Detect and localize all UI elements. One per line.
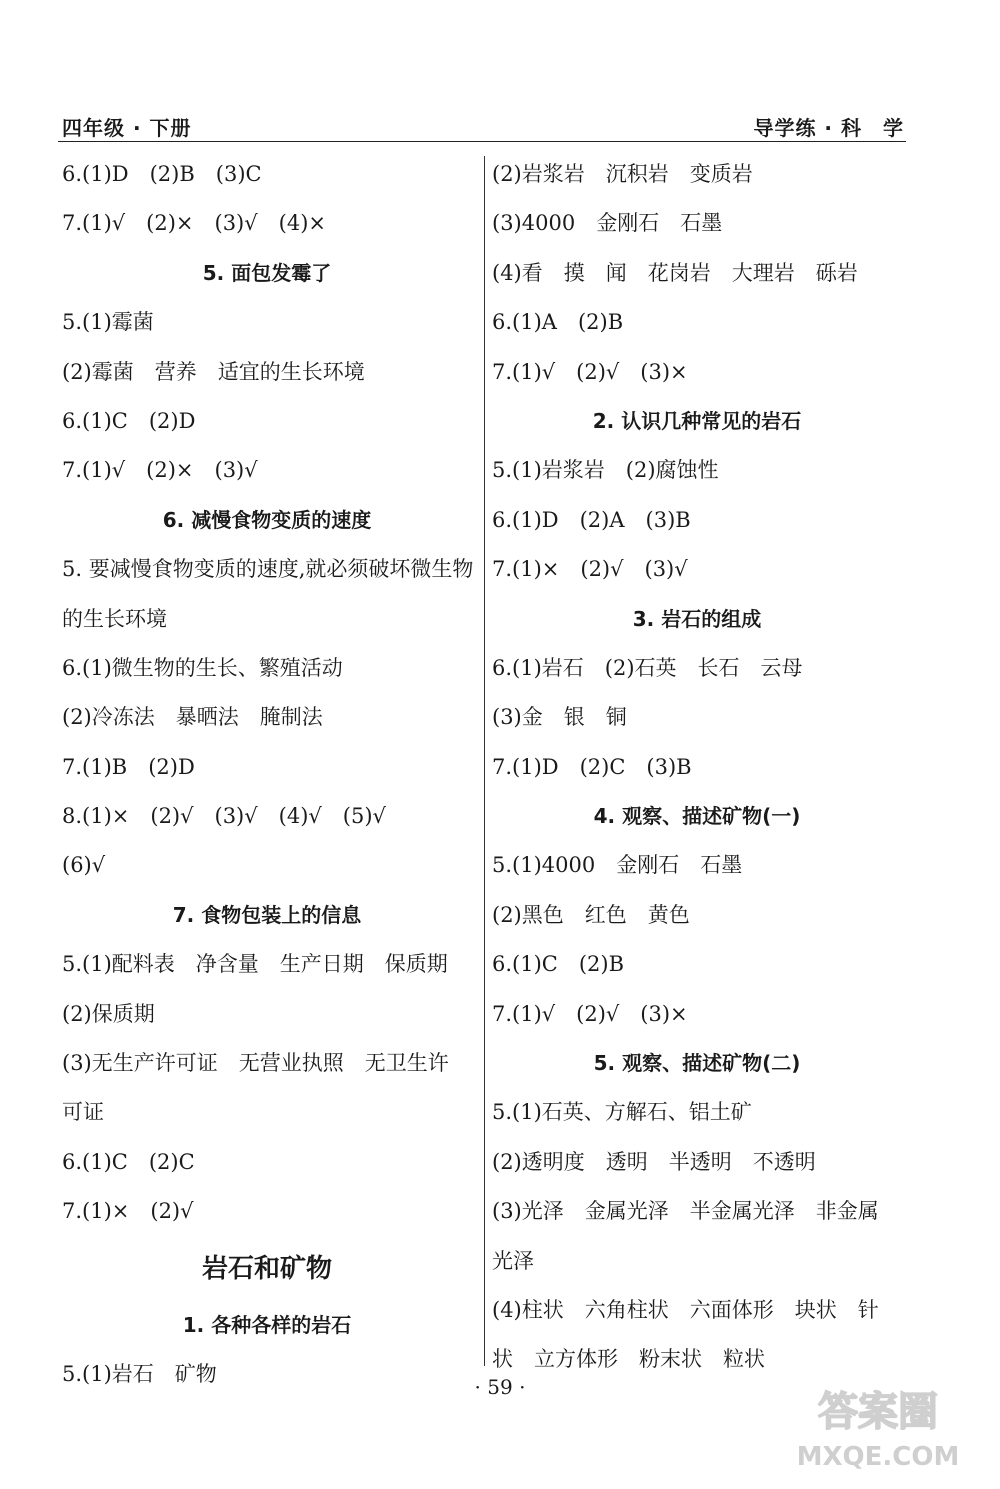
left-column — [62, 150, 472, 1399]
answer-line: 6.(1)D (2)A (3)B — [492, 507, 691, 532]
section-heading: 岩石和矿物 — [201, 1253, 332, 1284]
answer-line: 7.(1)× (2)√ (3)√ — [492, 557, 688, 582]
answer-line: 5.(1)岩浆岩 (2)腐蚀性 — [492, 458, 719, 483]
answer-line: 7.(1)× (2)√ — [62, 1199, 194, 1224]
answer-line: 可证 — [62, 1100, 104, 1125]
answer-line: 5.(1)4000 金刚石 石墨 — [492, 853, 743, 878]
section-heading: 7. 食物包装上的信息 — [172, 902, 362, 927]
section-heading: 1. 各种各样的岩石 — [182, 1312, 352, 1337]
answer-line: (2)黑色 红色 黄色 — [492, 902, 690, 927]
answer-line: (2)保质期 — [62, 1001, 155, 1026]
answer-line: 7.(1)B (2)D — [62, 754, 195, 779]
answer-line: 状 立方体形 粉末状 粒状 — [492, 1347, 765, 1372]
answer-line: (2)岩浆岩 沉积岩 变质岩 — [492, 162, 753, 186]
answer-line: 5.(1)霉菌 — [62, 310, 154, 335]
answer-line: (6)√ — [62, 853, 106, 878]
header-series: 导学练 · 科 学 — [753, 116, 904, 140]
watermark-logo — [778, 1377, 978, 1477]
answer-line: 5.(1)石英、方解石、铝土矿 — [492, 1100, 752, 1125]
watermark-logo-text: 答案圈 — [818, 1389, 938, 1435]
answer-line: 5. 要减慢食物变质的速度,就必须破坏微生物 — [62, 557, 474, 582]
answer-line: (3)无生产许可证 无营业执照 无卫生许 — [62, 1051, 449, 1076]
answer-line: (4)柱状 六角柱状 六面体形 块状 针 — [492, 1297, 879, 1322]
answer-line: (3)4000 金刚石 石墨 — [492, 211, 723, 236]
answer-line: (2)透明度 透明 半透明 不透明 — [492, 1149, 816, 1174]
answer-line: 7.(1)√ (2)× (3)√ — [62, 458, 258, 483]
section-heading: 6. 减慢食物变质的速度 — [162, 507, 372, 532]
answer-line: 8.(1)× (2)√ (3)√ (4)√ (5)√ — [62, 804, 386, 829]
answer-line: 6.(1)C (2)D — [62, 408, 196, 433]
answer-line: 5.(1)岩石 矿物 — [62, 1361, 217, 1386]
answer-line: (3)光泽 金属光泽 半金属光泽 非金属 — [492, 1199, 879, 1224]
watermark-url: MXQE.COM — [796, 1442, 960, 1472]
header-grade: 四年级 · 下册 — [62, 116, 192, 140]
answer-line: 6.(1)C (2)C — [62, 1149, 195, 1174]
section-heading: 3. 岩石的组成 — [632, 606, 762, 631]
page-number: · 59 · — [474, 1375, 526, 1399]
answer-line: 7.(1)D (2)C (3)B — [492, 754, 692, 779]
answer-line: 6.(1)D (2)B (3)C — [62, 162, 262, 186]
answer-line: 的生长环境 — [62, 606, 167, 631]
answer-line: 6.(1)C (2)B — [492, 952, 625, 977]
answer-line: 6.(1)微生物的生长、繁殖活动 — [62, 655, 343, 680]
header-rule — [58, 141, 906, 142]
section-heading: 5. 观察、描述矿物(二) — [593, 1051, 801, 1076]
section-heading: 4. 观察、描述矿物(一) — [593, 804, 801, 829]
section-heading: 5. 面包发霉了 — [202, 260, 332, 285]
answer-line: (2)冷冻法 暴晒法 腌制法 — [62, 705, 323, 730]
answer-line: 6.(1)岩石 (2)石英 长石 云母 — [492, 655, 803, 680]
answer-line: (3)金 银 铜 — [492, 705, 627, 730]
answer-line: 7.(1)√ (2)√ (3)× — [492, 1001, 688, 1026]
column-divider — [484, 156, 485, 1366]
answer-line: 光泽 — [492, 1248, 534, 1273]
answer-line: 5.(1)配料表 净含量 生产日期 保质期 — [62, 952, 448, 977]
answer-line: (4)看 摸 闻 花岗岩 大理岩 砾岩 — [492, 260, 858, 285]
section-heading: 2. 认识几种常见的岩石 — [592, 408, 802, 433]
answer-line: 7.(1)√ (2)√ (3)× — [492, 359, 688, 384]
answer-line: 6.(1)A (2)B — [492, 310, 624, 335]
right-column — [492, 150, 902, 1385]
answer-line: 7.(1)√ (2)× (3)√ (4)× — [62, 211, 326, 236]
answer-line: (2)霉菌 营养 适宜的生长环境 — [62, 359, 365, 384]
